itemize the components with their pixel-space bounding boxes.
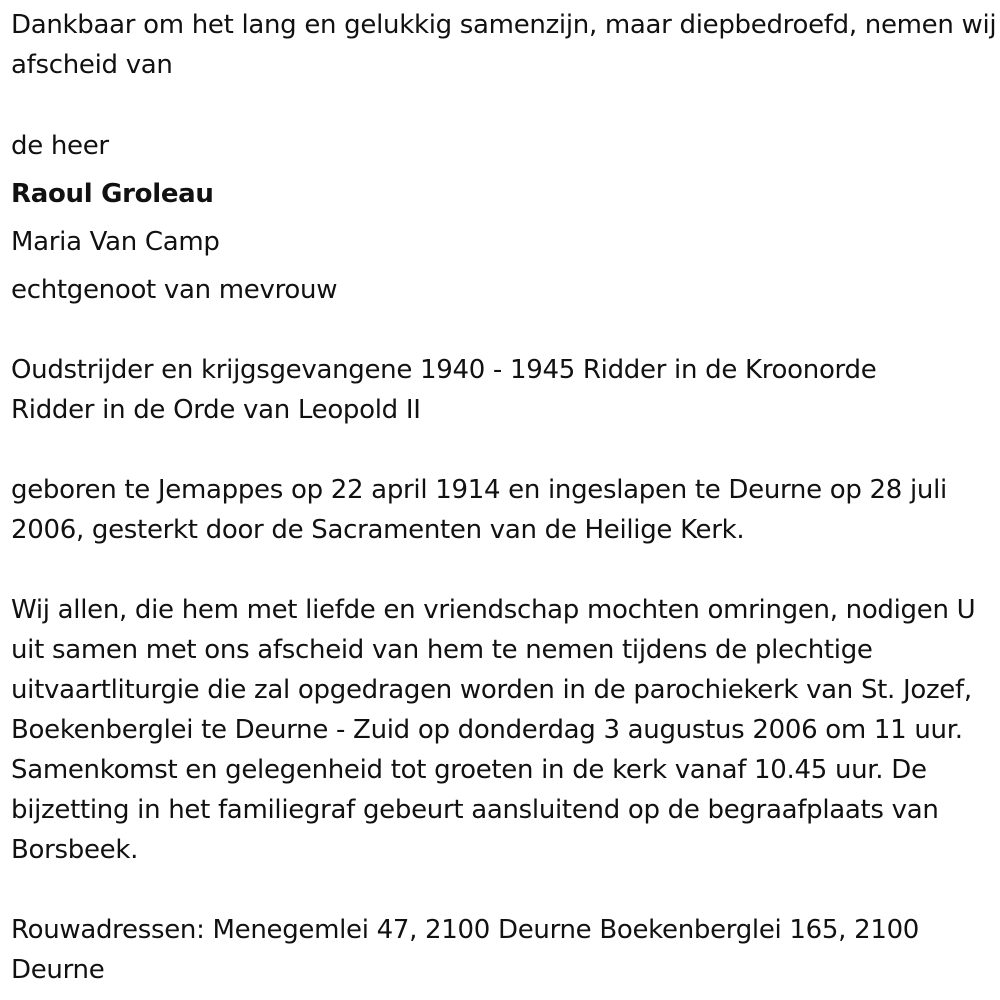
relation-text: echtgenoot van mevrouw	[11, 275, 338, 305]
deceased-name: Raoul Groleau	[11, 179, 214, 209]
ceremony-text: Wij allen, die hem met liefde en vriendschap mochten omringen, nodigen U uit samen met ons afscheid van hem te nemen tijdens de plechtige uitvaartliturgie die zal opgedragen worden in de parochiekerk van St. Jozef, Boekenberglei te Deurne - Zuid op donderdag 3 augustus 2006 om 11 uur. Samenkomst en gelegenheid tot groeten in de kerk vanaf 10.45 uur. De bijzetting in het familiegraf gebeurt aansluitend op de begraafplaats van Borsbeek.	[11, 595, 976, 865]
partner-name: Maria Van Camp	[11, 227, 220, 257]
honors-text: Oudstrijder en krijgsgevangene 1940 - 1945 Ridder in de Kroonorde Ridder in de Orde van Leopold II	[11, 355, 877, 425]
addresses-text: Rouwadressen: Menegemlei 47, 2100 Deurne Boekenberglei 165, 2100 Deurne	[11, 915, 920, 985]
birth-text: geboren te Jemappes op 22 april 1914 en ingeslapen te Deurne op 28 juli 2006, gesterkt door de Sacramenten van de Heilige Kerk.	[11, 475, 947, 545]
intro-text: Dankbaar om het lang en gelukkig samenzijn, maar diepbedroefd, nemen wij afscheid van	[11, 10, 997, 80]
title-text: de heer	[11, 131, 109, 161]
